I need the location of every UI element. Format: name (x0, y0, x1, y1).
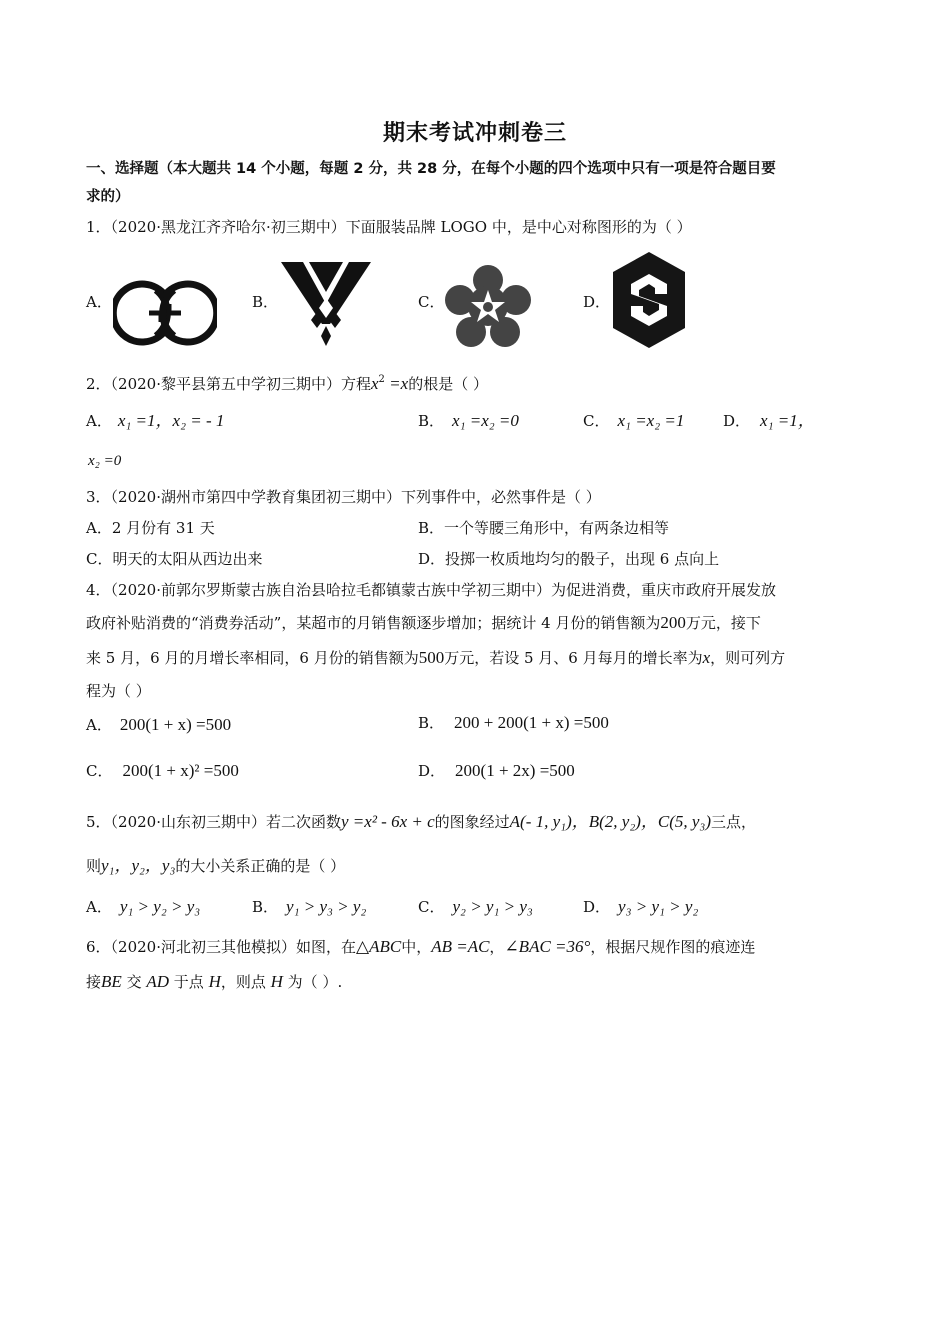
q6-line2 (86, 972, 342, 992)
q1-option-a-label: A． (86, 293, 112, 311)
q5-points: A(- 1, y₁)，B(2, y₂)，C(5, y₃) (509, 812, 712, 831)
q2-stem-post: 的根是（ ） (408, 375, 488, 393)
q3-option-a: A．2 月份有 31 天 (86, 519, 215, 537)
q2-option-c (583, 410, 684, 432)
q4-option-b (418, 712, 609, 734)
q6-point-h-2: H (270, 972, 283, 991)
q2-equation-lhs: x (371, 374, 379, 393)
q5-option-a (86, 896, 200, 918)
q4-option-c-math: 200(1 + x)² =500 (122, 761, 239, 780)
q5-line2-pre: 则 (86, 857, 102, 875)
q6-segment-ad: AD (146, 972, 170, 991)
q3-option-b: B．一个等腰三角形中，有两条边相等 (418, 519, 670, 537)
q1-option-b-label: B． (252, 293, 279, 311)
q5-function: y =x² - 6x + c (341, 812, 435, 831)
q6-line2-b: 于点 (169, 973, 209, 991)
q2-option-c-label: C． (583, 412, 610, 430)
q4-option-c-label: C． (86, 762, 113, 780)
q5-line2-vars: y₁，y₂，y₃ (101, 856, 176, 875)
q4-variable-x: x (702, 648, 711, 667)
section-heading-line2: 求的） (86, 189, 130, 205)
page-title: 期末考试冲刺卷三 (382, 121, 567, 146)
q3-stem: 3．（2020·湖州市第四中学教育集团初三期中）下列事件中，必然事件是（ ） (86, 488, 601, 506)
q4-option-d-label: D． (418, 762, 446, 780)
q6-equation-ab-ac: AB =AC (431, 937, 490, 956)
q6-line1 (86, 937, 755, 957)
q2-stem (86, 370, 488, 394)
q5-option-b-math: y₁ > y₃ > y₂ (286, 897, 367, 916)
q2-option-d-math-1: x₁ =1， (760, 411, 815, 430)
q5-line2 (86, 856, 345, 876)
q4-line3-a: 来 5 月，6 月的月增长率相同，6 月份的销售额为 (86, 649, 419, 667)
q5-option-d-label: D． (583, 898, 611, 916)
q5-stem-mid: 的图象经过 (434, 813, 510, 831)
q6-mid2: ， (489, 938, 505, 956)
q1-stem: 1．（2020·黑龙江齐齐哈尔·初三期中）下面服装品牌 LOGO 中，是中心对称图形的为（ ） (86, 218, 692, 236)
q6-line2-c: ，则点 (220, 973, 271, 991)
q4-line2 (86, 613, 761, 633)
hexagon-s-logo-icon (609, 250, 689, 350)
q5-stem-pre: 5．（2020·山东初三期中）若二次函数 (86, 813, 341, 831)
q4-option-a (86, 714, 231, 736)
q4-value-200: 200 (660, 613, 686, 632)
q5-option-b-label: B． (252, 898, 279, 916)
section-heading-line1: 一、选择题（本大题共 14 个小题，每题 2 分，共 28 分，在每个小题的四个选项中只有一项是符合题目要 (86, 161, 776, 177)
q2-option-d-math-2: x₂ =0 (88, 453, 122, 469)
double-g-logo-icon (113, 276, 217, 350)
q4-line2-b: 万元，接下 (685, 614, 761, 632)
q1-option-c-label: C． (418, 293, 445, 311)
q5-option-c (418, 896, 533, 918)
q3-option-d: D．投掷一枚质地均匀的骰子，出现 6 点向上 (418, 550, 720, 568)
q5-option-b (252, 896, 366, 918)
q4-line3 (86, 648, 785, 668)
q1-option-d-label: D． (583, 293, 611, 311)
q2-option-b (418, 410, 519, 432)
q5-line1 (86, 812, 756, 832)
q4-option-c (86, 760, 239, 782)
q2-stem-pre: 2．（2020·黎平县第五中学初三期中）方程 (86, 375, 371, 393)
q2-option-a (86, 410, 224, 432)
q2-option-a-math: x₁ =1，x₂ = - 1 (117, 411, 225, 430)
q5-option-c-math: y₂ > y₁ > y₃ (452, 897, 533, 916)
q5-line2-post: 的大小关系正确的是（ ） (175, 857, 346, 875)
q5-option-d (583, 896, 698, 918)
v-chevron-logo-icon (281, 262, 371, 348)
q4-line1: 4．（2020·前郭尔罗斯蒙古族自治县哈拉毛都镇蒙古族中学初三期中）为促进消费，重庆市政府开展发放 (86, 581, 776, 599)
q2-equation-sup: 2 (378, 374, 385, 385)
q4-option-a-math: 200(1 + x) =500 (119, 715, 232, 734)
q2-option-c-math: x₁ =x₂ =1 (617, 411, 685, 430)
q3-option-c: C．明天的太阳从西边出来 (86, 550, 263, 568)
q4-line2-a: 政府补贴消费的“消费券活动”，某超市的月销售额逐步增加；据统计 4 月份的销售额为 (86, 614, 661, 632)
q6-line2-a: 交 (121, 973, 147, 991)
q4-option-d-math: 200(1 + 2x) =500 (455, 761, 575, 780)
q2-option-a-label: A． (86, 412, 112, 430)
q2-option-b-math: x₁ =x₂ =0 (452, 411, 519, 430)
q6-point-h-1: H (208, 972, 221, 991)
q4-line3-c: ，则可列方 (710, 649, 786, 667)
q4-line4: 程为（ ） (86, 682, 151, 700)
q5-stem-post: 三点， (711, 813, 757, 831)
q2-option-d-label: D． (723, 412, 751, 430)
q2-equation-rhs: =x (384, 374, 409, 393)
flower-star-logo-icon (443, 262, 533, 348)
q6-mid1: 中， (401, 938, 432, 956)
q2-option-b-label: B． (418, 412, 445, 430)
q5-option-a-math: y₁ > y₂ > y₃ (119, 897, 201, 916)
q6-line2-d: 为（ ）. (282, 973, 343, 991)
q6-stem-post: ，根据尺规作图的痕迹连 (590, 938, 756, 956)
q5-option-a-label: A． (86, 898, 112, 916)
q6-triangle: △ABC (356, 937, 402, 956)
q4-option-d (418, 760, 575, 782)
q6-angle-bac: ∠BAC =36° (504, 937, 591, 956)
q5-option-d-math: y₃ > y₁ > y₂ (618, 897, 699, 916)
q4-option-b-label: B． (418, 714, 445, 732)
q5-option-c-label: C． (418, 898, 445, 916)
q4-value-500: 500 (418, 648, 445, 667)
q6-line2-pre: 接 (86, 973, 102, 991)
q4-option-a-label: A． (86, 716, 112, 734)
q2-option-d (723, 410, 815, 432)
q4-option-b-math: 200 + 200(1 + x) =500 (454, 713, 609, 732)
q6-stem-pre: 6．（2020·河北初三其他模拟）如图，在 (86, 938, 356, 956)
q4-line3-b: 万元，若设 5 月、6 月每月的增长率为 (444, 649, 703, 667)
q6-segment-be: BE (101, 972, 122, 991)
